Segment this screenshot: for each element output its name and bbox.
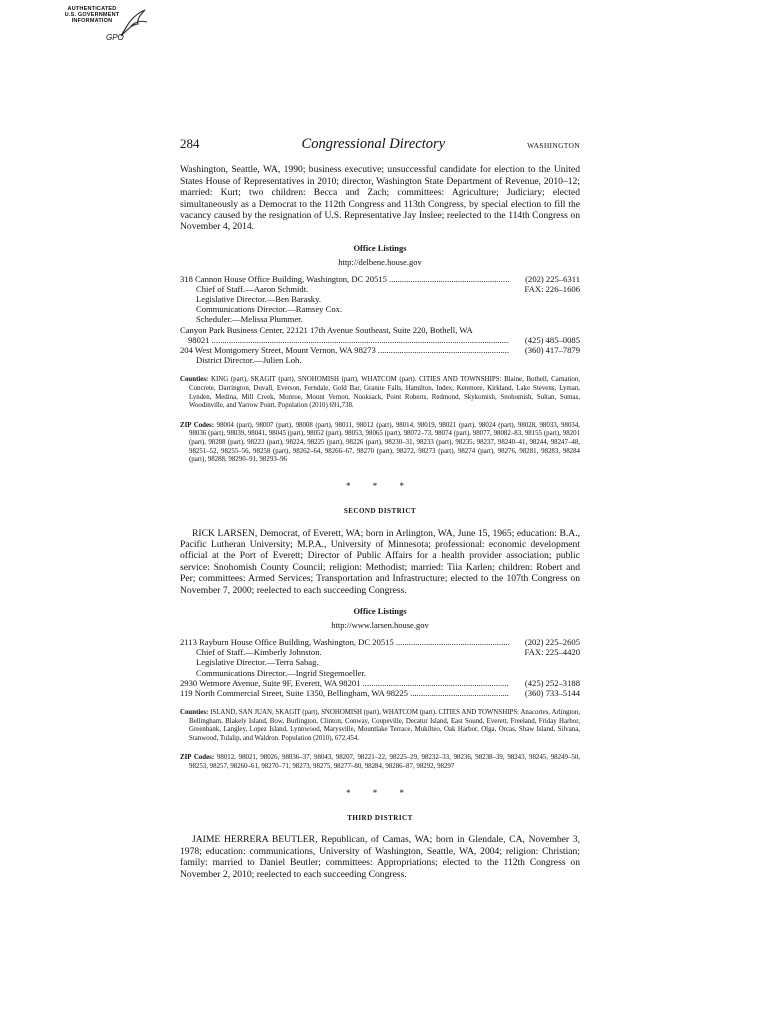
office-row: Legislative Director.—Terra Sabag. [196,657,319,668]
district3-heading: THIRD DISTRICT [347,814,413,823]
page-header [180,138,580,151]
district1-bio: Washington, Seattle, WA, 1990; business executive; unsuccessful candidate for election to the United States House of Representatives in 2010; director, Washington State Department of Revenue, 2010–12; married: Kurt; two children: Becca and Zach; committees: Agriculture; Judiciary; elected simultaneously as a Democrat to the 112th Congress and 113th Congress, by special election to fill the vacancy caused by the resignation of U.S. Representative Jay Inslee; reelected to the 114th Congress on November 4, 2014. [180,164,580,233]
district2-website-link[interactable]: http://www.larsen.house.gov [331,620,429,631]
gpo-line-1: AUTHENTICATED [67,6,117,12]
district1-counties: Counties: KING (part), SKAGIT (part), SNOHOMISH (part), WHATCOM (part). CITIES AND TOWNSHIPS: Blaine, Bothell, Carnation, Concrete, Darrington, Duvall, Everson, Ferndale, Gold Bar, Granite Falls, Hamilton, Index, Kenmore, Kirkland, Lake Stevens, Lyman, Lynden, Medina, Mill Creek, Monroe, Mount Vernon, Nooksack, Point Roberts, Redmond, Skykomish, Snohomish, Sultan, Sumas, Woodinville, and Yarrow Point. Population (2010) 691,738. [180,376,580,410]
office-row: 318 Cannon House Office Building, Washington, DC 20515 ..... (202) 225–6311 [180,274,580,284]
district2-office-list [180,637,580,698]
district2-office-title: Office Listings [353,606,407,617]
district2-heading: SECOND DISTRICT [343,507,417,516]
office-row: 98021 ..... (425) 485–0085 [180,335,580,345]
office-row: 2113 Rayburn House Office Building, Washington, DC 20515 ..... (202) 225–2605 [180,637,580,647]
gpo-mark: GPO [106,33,124,42]
office-row: Scheduler.—Melissa Plummer. [196,314,303,325]
page-content [180,138,580,880]
page-title: Congressional Directory [301,136,446,152]
district2-zip-codes: ZIP Codes: 98012, 98021, 98026, 98036–37, 98043, 98207, 98221–22, 98225–29, 98232–33, 98236, 98238–39, 98243, 98245, 98249–50, 98253, 98257, 98260–61, 98270–71, 98273, 98275, 98277–80, 98284, 98286–87, 98292, 98297 [180,754,581,771]
district2-counties: Counties: ISLAND, SAN JUAN, SKAGIT (part), SNOHOMISH (part), WHATCOM (part). CITIES AND TOWNSHIPS: Anacortes, Arlington, Bellingham, Blakely Island, Bow, Burlington, Clinton, Conway, Coupeville, Decatur Island, East Sound, Everett, Freeland, Friday Harbor, Greenbank, Langley, Lopez Island, Lynnwood, Marysville, Mountlake Terrace, Mukilteo, Oak Harbor, Olga, Orcas, Shaw Island, Silvana, Stanwood, Tulalip, and Waldron. Population (2010), 672,454. [180,709,580,742]
office-row: District Director.—Julien Loh. [196,355,302,366]
page-number: 284 [180,136,200,151]
office-row: Communications Director.—Ingrid Stegemoeller. [196,667,366,678]
district1-zip-codes: ZIP Codes: 98004 (part), 98007 (part), 98008 (part), 98011, 98012 (part), 98014, 98019, 98021 (part), 98024 (part), 98028, 98033, 98034, 98036 (part), 98039, 98041, 98045 (part), 98052 (part), 98053, 98065 (part), 98072–73, 98074 (part), 98077, 98082–83, 98155 (part), 98201 (part), 98208 (part), 98223 (part), 98224, 98225 (part), 98226 (part), 98230–31, 98233 (part), 98235, 98237, 98240–41, 98244, 98247–48, 98251–52, 98255–56, 98258 (part), 98262–64, 98266–67, 98270 (part), 98272, 98273 (part), 98274 (part), 98276, 98281, 98283, 98284 (part), 98288, 98290–91, 98293–96 [180,421,580,464]
office-row: Legislative Director.—Ben Barasky. [196,294,321,305]
office-row: Chief of Staff.—Kimberly Johnston. FAX: 225–4420 [196,647,580,658]
gpo-line-2: U.S. GOVERNMENT [64,12,120,18]
section-separator: * * * [346,480,414,491]
gpo-line-3: INFORMATION [71,18,113,24]
office-row: Canyon Park Business Center, 22121 17th Avenue Southeast, Suite 220, Bothell, WA [180,324,473,335]
gpo-authentication-logo [62,6,152,48]
state-heading: WASHINGTON [527,141,580,150]
office-row: 119 North Commercial Street, Suite 1350, Bellingham, WA 98225 ..... (360) 733–5144 [180,688,580,698]
district1-website-link[interactable]: http://delbene.house.gov [338,257,422,268]
gpo-logo-text [62,6,122,24]
office-row: Chief of Staff.—Aaron Schmidt. FAX: 226–1606 [196,283,580,294]
office-row: Communications Director.—Ramsey Cox. [196,304,343,315]
office-row: 204 West Montgomery Street, Mount Vernon, WA 98273 ..... (360) 417–7879 [180,345,580,355]
district3-bio: JAIME HERRERA BEUTLER, Republican, of Camas, WA; born in Glendale, CA, November 3, 1978; education: communications, University of Washington, Seattle, WA, 2004; religion: Christian; family: married to Daniel Beutler; committees: Appropriations; elected to the 112th Congress on November 2, 2010; reelected to each succeeding Congress. [180,834,580,880]
district2-bio: RICK LARSEN, Democrat, of Everett, WA; born in Arlington, WA, June 15, 1965; education: B.A., Pacific Lutheran University; M.P.A., University of Minnesota; professional: economic development official at the Port of Everett; Director of Public Affairs for a health provider association; public service: Snohomish County Council; religion: Methodist; married: Tiia Karlen; children: Robert and Per; committees: Armed Services; Transportation and Infrastructure; elected to the 107th Congress on November 7, 2000; reelected to each succeeding Congress. [180,527,580,596]
office-row: 2930 Wetmore Avenue, Suite 9F, Everett, WA 98201 ..... (425) 252–3188 [180,678,580,688]
district1-office-list [180,274,580,366]
section-separator: * * * [346,787,414,798]
district1-office-title: Office Listings [353,242,407,253]
